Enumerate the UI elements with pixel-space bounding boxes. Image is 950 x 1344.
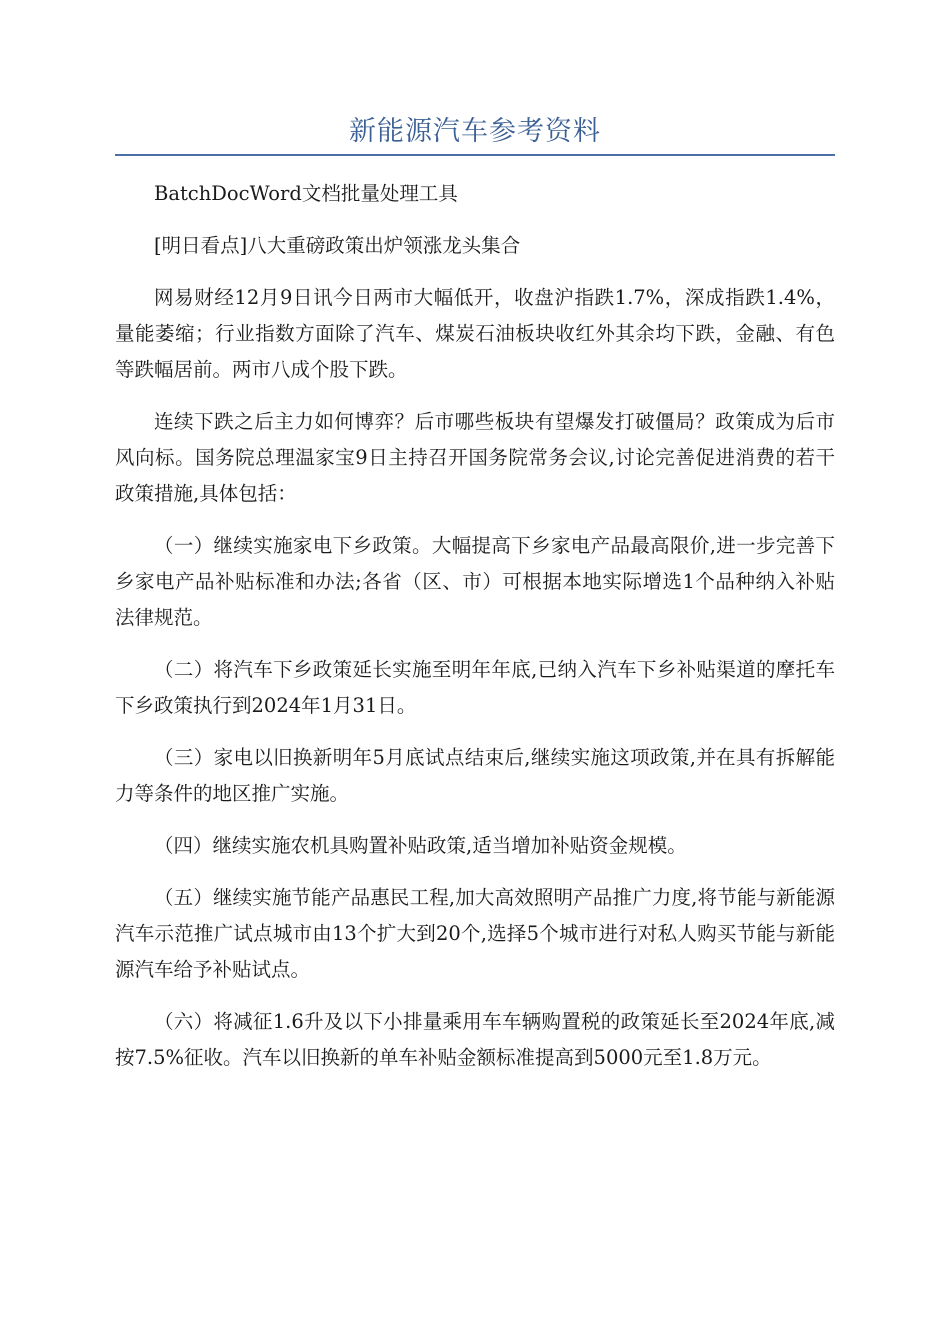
paragraph-policy-6: （六）将减征1.6升及以下小排量乘用车车辆购置税的政策延长至2024年底,减按7.5%征收。汽车以旧换新的单车补贴金额标准提高到5000元至1.8万元。 [115,1010,835,1069]
paragraph-policy-3: （三）家电以旧换新明年5月底试点结束后,继续实施这项政策,并在具有拆解能力等条件的地区推广实施。 [115,746,835,805]
paragraph-tool-name: BatchDocWord文档批量处理工具 [154,182,458,205]
paragraph-policy-2: （二）将汽车下乡政策延长实施至明年年底,已纳入汽车下乡补贴渠道的摩托车下乡政策执行到2024年1月31日。 [115,658,835,717]
document-body [115,176,835,1092]
document-title: 新能源汽车参考资料 [349,116,601,147]
paragraph-policy-intro: 连续下跌之后主力如何博弈？后市哪些板块有望爆发打破僵局？政策成为后市风向标。国务院总理温家宝9日主持召开国务院常务会议,讨论完善促进消费的若干政策措施,具体包括： [115,410,835,505]
paragraph-policy-1: （一）继续实施家电下乡政策。大幅提高下乡家电产品最高限价,进一步完善下乡家电产品补贴标准和办法;各省（区、市）可根据本地实际增选1个品种纳入补贴法律规范。 [115,534,835,629]
paragraph-policy-4: （四）继续实施农机具购置补贴政策,适当增加补贴资金规模。 [154,834,687,857]
paragraph-headline: [明日看点]八大重磅政策出炉领涨龙头集合 [154,234,521,257]
title-underline [115,154,835,156]
paragraph-policy-5: （五）继续实施节能产品惠民工程,加大高效照明产品推广力度,将节能与新能源汽车示范推广试点城市由13个扩大到20个,选择5个城市进行对私人购买节能与新能源汽车给予补贴试点。 [115,886,835,981]
paragraph-market-summary: 网易财经12月9日讯今日两市大幅低开，收盘沪指跌1.7%，深成指跌1.4%，量能萎缩；行业指数方面除了汽车、煤炭石油板块收红外其余均下跌，金融、有色等跌幅居前。两市八成个股下跌。 [115,286,835,381]
